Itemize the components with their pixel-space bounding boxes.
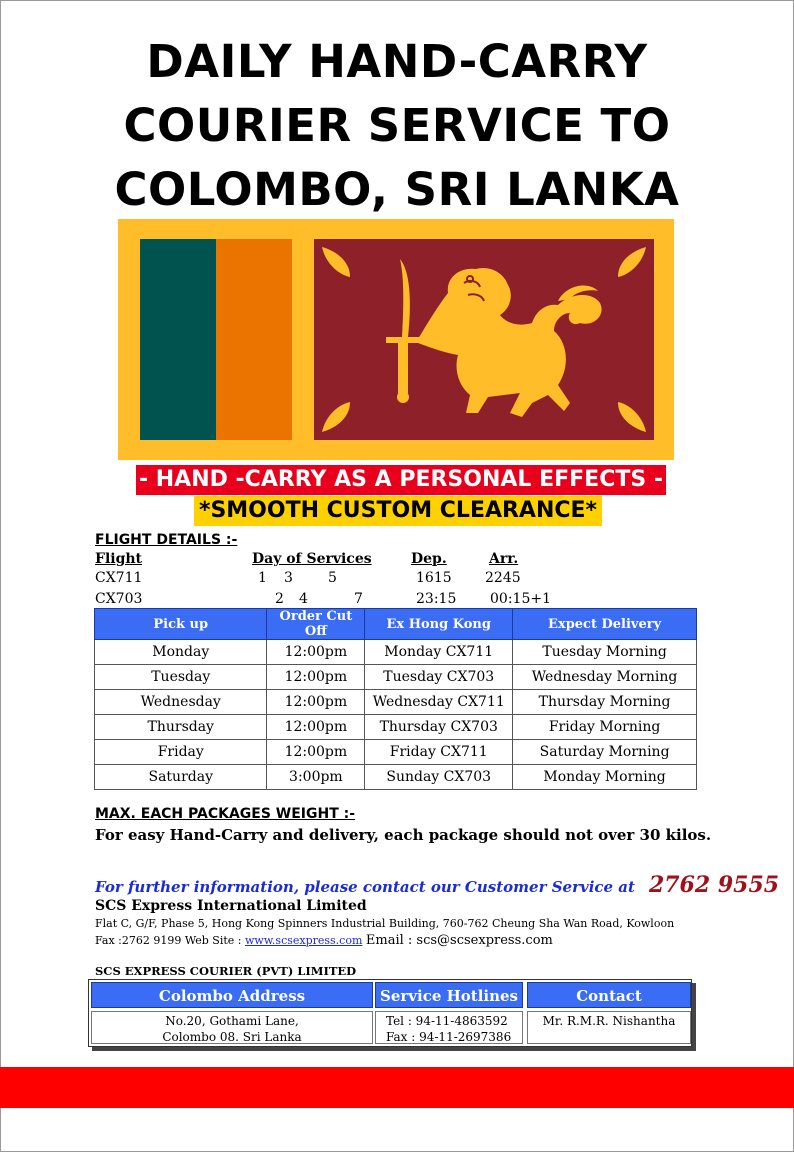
flight-row-1-dep: 1615 — [416, 570, 452, 586]
ex-hong-kong-cell: Monday CX711 — [365, 640, 513, 665]
delivery-cell: Tuesday Morning — [513, 640, 697, 665]
arr-header: Arr. — [489, 551, 519, 567]
ex-hong-kong-cell: Sunday CX703 — [365, 765, 513, 790]
table-row — [95, 765, 697, 790]
cut-off-cell: 3:00pm — [267, 765, 365, 790]
delivery-cell: Friday Morning — [513, 715, 697, 740]
flight-row-1-day3: 5 — [328, 570, 337, 586]
contact-line — [95, 872, 779, 898]
dep-header: Dep. — [411, 551, 447, 567]
delivery-cell: Wednesday Morning — [513, 665, 697, 690]
cut-off-cell: 12:00pm — [267, 715, 365, 740]
title-line-3: COLOMBO, SRI LANKA — [114, 163, 680, 216]
contact-person-cell — [527, 1011, 691, 1044]
max-weight-text: For easy Hand-Carry and delivery, each package should not over 30 kilos. — [95, 826, 712, 844]
fax-number: Fax : 94-11-2697386 — [386, 1030, 512, 1044]
website-link[interactable]: www.scsexpress.com — [244, 934, 363, 947]
contact-prompt: For further information, please contact our Customer Service at — [95, 878, 635, 896]
flight-row-2-code: CX703 — [95, 591, 143, 607]
colombo-company-name: SCS EXPRESS COURIER (PVT) LIMITED — [95, 964, 357, 978]
cut-off-cell: 12:00pm — [267, 640, 365, 665]
flight-row-1-arr: 2245 — [485, 570, 521, 586]
flight-row-1-day2: 3 — [284, 570, 293, 586]
schedule-table — [94, 608, 697, 790]
header-service-hotlines: Service Hotlines — [375, 982, 523, 1008]
flag-orange-stripe — [216, 239, 292, 440]
company-address: Flat C, G/F, Phase 5, Hong Kong Spinners Industrial Building, 760-762 Cheung Sha Wan Road, Kowloon — [95, 917, 675, 930]
address-line-1: No.20, Gothami Lane, — [165, 1014, 299, 1028]
table-row — [95, 665, 697, 690]
customer-service-phone: 2762 9555 — [648, 872, 780, 898]
flight-details-heading: FLIGHT DETAILS :- — [95, 532, 238, 548]
address-line-2: Colombo 08. Sri Lanka — [162, 1030, 302, 1044]
title-line-2: COURIER SERVICE TO — [123, 99, 671, 152]
hand-carry-banner: - HAND -CARRY AS A PERSONAL EFFECTS - — [136, 465, 666, 495]
footer-red-bar — [0, 1067, 794, 1108]
ex-hong-kong-cell: Thursday CX703 — [365, 715, 513, 740]
header-pick-up: Pick up — [95, 609, 267, 640]
header-expect-delivery: Expect Delivery — [513, 609, 697, 640]
cut-off-cell: 12:00pm — [267, 690, 365, 715]
header-colombo-address: Colombo Address — [91, 982, 373, 1008]
delivery-cell: Monday Morning — [513, 765, 697, 790]
flight-row-2-day3: 7 — [354, 591, 363, 607]
tel-number: Tel : 94-11-4863592 — [386, 1014, 508, 1028]
flight-row-2-day1: 2 — [275, 591, 284, 607]
header-ex-hong-kong: Ex Hong Kong — [365, 609, 513, 640]
page-title — [60, 30, 734, 222]
sri-lanka-flag — [118, 219, 674, 460]
pick-up-cell: Saturday — [95, 765, 267, 790]
ex-hong-kong-cell: Tuesday CX703 — [365, 665, 513, 690]
days-header: Day of Services — [252, 551, 372, 567]
delivery-cell: Saturday Morning — [513, 740, 697, 765]
company-name: SCS Express International Limited — [95, 898, 367, 914]
table-row — [95, 740, 697, 765]
max-weight-heading: MAX. EACH PACKAGES WEIGHT :- — [95, 806, 356, 822]
contact-person: Mr. R.M.R. Nishantha — [542, 1014, 676, 1028]
colombo-address-cell — [91, 1011, 373, 1044]
colombo-contact-table — [88, 979, 696, 1051]
fax-web-line — [95, 933, 553, 948]
pick-up-cell: Tuesday — [95, 665, 267, 690]
flight-row-1-code: CX711 — [95, 570, 143, 586]
pick-up-cell: Wednesday — [95, 690, 267, 715]
email-text: Email : scs@scsexpress.com — [365, 933, 553, 948]
cut-off-cell: 12:00pm — [267, 740, 365, 765]
fax-web-prefix: Fax :2762 9199 Web Site : — [95, 934, 242, 947]
table-row — [95, 640, 697, 665]
ex-hong-kong-cell: Friday CX711 — [365, 740, 513, 765]
flight-row-2-arr: 00:15+1 — [490, 591, 551, 607]
pick-up-cell: Friday — [95, 740, 267, 765]
flight-row-2-day2: 4 — [299, 591, 308, 607]
delivery-cell: Thursday Morning — [513, 690, 697, 715]
header-order-cut-off: Order Cut Off — [267, 609, 365, 640]
table-body — [88, 979, 692, 1047]
schedule-header-row — [95, 609, 697, 640]
header-contact: Contact — [527, 982, 691, 1008]
flight-row-1-day1: 1 — [258, 570, 267, 586]
table-row — [95, 715, 697, 740]
cut-off-cell: 12:00pm — [267, 665, 365, 690]
hotlines-cell — [375, 1011, 523, 1044]
title-line-1: DAILY HAND-CARRY — [146, 35, 648, 88]
flag-green-stripe — [140, 239, 216, 440]
pick-up-cell: Thursday — [95, 715, 267, 740]
flight-header: Flight — [95, 551, 143, 567]
ex-hong-kong-cell: Wednesday CX711 — [365, 690, 513, 715]
pick-up-cell: Monday — [95, 640, 267, 665]
custom-clearance-banner: *SMOOTH CUSTOM CLEARANCE* — [194, 496, 602, 526]
flight-row-2-dep: 23:15 — [416, 591, 457, 607]
table-row — [95, 690, 697, 715]
